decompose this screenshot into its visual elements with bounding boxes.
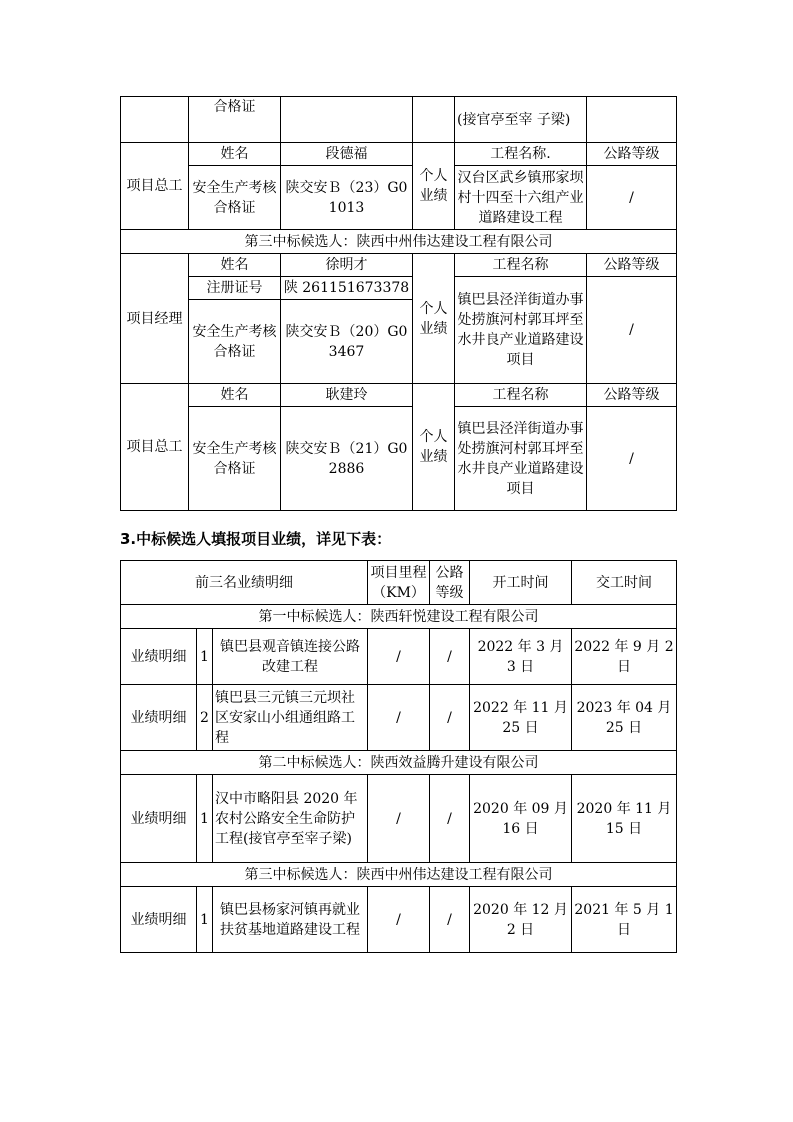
project-name-cont: (接官亭至宰 子梁) [455, 97, 587, 143]
end-date: 2020 年 11 月 15 日 [572, 775, 677, 863]
project-name: 镇巴县观音镇连接公路改建工程 [213, 629, 368, 685]
table-row [121, 887, 677, 953]
candidate-band: 第一中标候选人：陕西轩悦建设工程有限公司 [121, 605, 677, 629]
mileage-value: / [368, 685, 430, 751]
row-number: 1 [197, 629, 213, 685]
section-heading: 3.中标候选人填报项目业绩，详见下表： [120, 530, 392, 548]
row-label: 业绩明细 [121, 775, 197, 863]
row-label: 业绩明细 [121, 629, 197, 685]
mileage-header: 项目里程（KM） [368, 561, 430, 605]
person-name: 徐明才 [281, 254, 413, 277]
project-name-header: 工程名称. [455, 143, 587, 166]
start-date: 2020 年 12 月 2 日 [470, 887, 572, 953]
candidate-band: 第三中标候选人：陕西中州伟达建设工程有限公司 [121, 863, 677, 887]
project-name: 汉台区武乡镇邢家坝村十四至十六组产业道路建设工程 [455, 166, 587, 230]
role-label: 项目总工 [121, 143, 189, 230]
grade-value: / [587, 166, 677, 230]
table-row [121, 629, 677, 685]
reg-number-label: 注册证号 [189, 277, 281, 300]
mileage-value: / [368, 887, 430, 953]
start-date: 2022 年 11 月 25 日 [470, 685, 572, 751]
row-label: 业绩明细 [121, 887, 197, 953]
project-name: 镇巴县泾洋街道办事处捞旗河村郭耳坪至水井良产业道路建设项目 [455, 277, 587, 384]
grade-header: 公路等级 [587, 143, 677, 166]
start-date: 2022 年 3 月 3 日 [470, 629, 572, 685]
cert-label: 安全生产考核合格证 [189, 166, 281, 230]
mileage-value: / [368, 629, 430, 685]
row-number: 1 [197, 887, 213, 953]
person-name: 段德福 [281, 143, 413, 166]
grade-header: 公路等级 [430, 561, 470, 605]
table-row [121, 97, 677, 143]
candidate-band: 第二中标候选人：陕西效益腾升建设有限公司 [121, 751, 677, 775]
table-row [121, 685, 677, 751]
table-row [121, 384, 677, 407]
table-row [121, 751, 677, 775]
row-number: 1 [197, 775, 213, 863]
cert-value: 陕交安Ｂ（21）G02886 [281, 407, 413, 511]
table-row [121, 775, 677, 863]
table-row [121, 407, 677, 511]
row-label: 业绩明细 [121, 685, 197, 751]
grade-header: 公路等级 [587, 384, 677, 407]
grade-value: / [430, 629, 470, 685]
personnel-table [120, 96, 677, 511]
project-name-header: 工程名称 [455, 384, 587, 407]
cert-value: 陕交安Ｂ（23）G01013 [281, 166, 413, 230]
name-label: 姓名 [189, 143, 281, 166]
name-label: 姓名 [189, 254, 281, 277]
empty-cell [121, 97, 189, 143]
performance-label: 个人业绩 [413, 384, 455, 511]
end-date: 2021 年 5 月 1 日 [572, 887, 677, 953]
cert-label-cont: 合格证 [189, 97, 281, 143]
table-row [121, 605, 677, 629]
project-name-header: 工程名称 [455, 254, 587, 277]
project-name: 镇巴县三元镇三元坝社区安家山小组通组路工程 [213, 685, 368, 751]
table-row [121, 166, 677, 230]
grade-value: / [430, 775, 470, 863]
candidate-band: 第三中标候选人：陕西中州伟达建设工程有限公司 [121, 230, 677, 254]
table-row [121, 230, 677, 254]
mileage-value: / [368, 775, 430, 863]
table-row [121, 254, 677, 277]
grade-header: 公路等级 [587, 254, 677, 277]
row-number: 2 [197, 685, 213, 751]
person-name: 耿建玲 [281, 384, 413, 407]
role-label: 项目经理 [121, 254, 189, 384]
start-date: 2020 年 09 月 16 日 [470, 775, 572, 863]
empty-cell [587, 97, 677, 143]
cert-value: 陕交安Ｂ（20）G03467 [281, 300, 413, 384]
end-date: 2023 年 04 月 25 日 [572, 685, 677, 751]
grade-value: / [430, 887, 470, 953]
role-label: 项目总工 [121, 384, 189, 511]
project-name: 汉中市略阳县 2020 年农村公路安全生命防护工程(接官亭至宰子梁) [213, 775, 368, 863]
empty-cell [413, 97, 455, 143]
project-name: 镇巴县杨家河镇再就业扶贫基地道路建设工程 [213, 887, 368, 953]
project-name: 镇巴县泾洋街道办事处捞旗河村郭耳坪至水井良产业道路建设项目 [455, 407, 587, 511]
performance-table [120, 560, 677, 953]
detail-header: 前三名业绩明细 [121, 561, 368, 605]
empty-cell [281, 97, 413, 143]
cert-label: 安全生产考核合格证 [189, 407, 281, 511]
grade-value: / [430, 685, 470, 751]
table-header-row [121, 561, 677, 605]
cert-label: 安全生产考核合格证 [189, 300, 281, 384]
performance-label: 个人业绩 [413, 143, 455, 230]
end-date: 2022 年 9 月 2 日 [572, 629, 677, 685]
name-label: 姓名 [189, 384, 281, 407]
performance-label: 个人业绩 [413, 254, 455, 384]
table-row [121, 143, 677, 166]
table-row [121, 277, 677, 300]
grade-value: / [587, 407, 677, 511]
reg-number-value: 陕 261151673378 [281, 277, 413, 300]
start-date-header: 开工时间 [470, 561, 572, 605]
grade-value: / [587, 277, 677, 384]
table-row [121, 863, 677, 887]
end-date-header: 交工时间 [572, 561, 677, 605]
